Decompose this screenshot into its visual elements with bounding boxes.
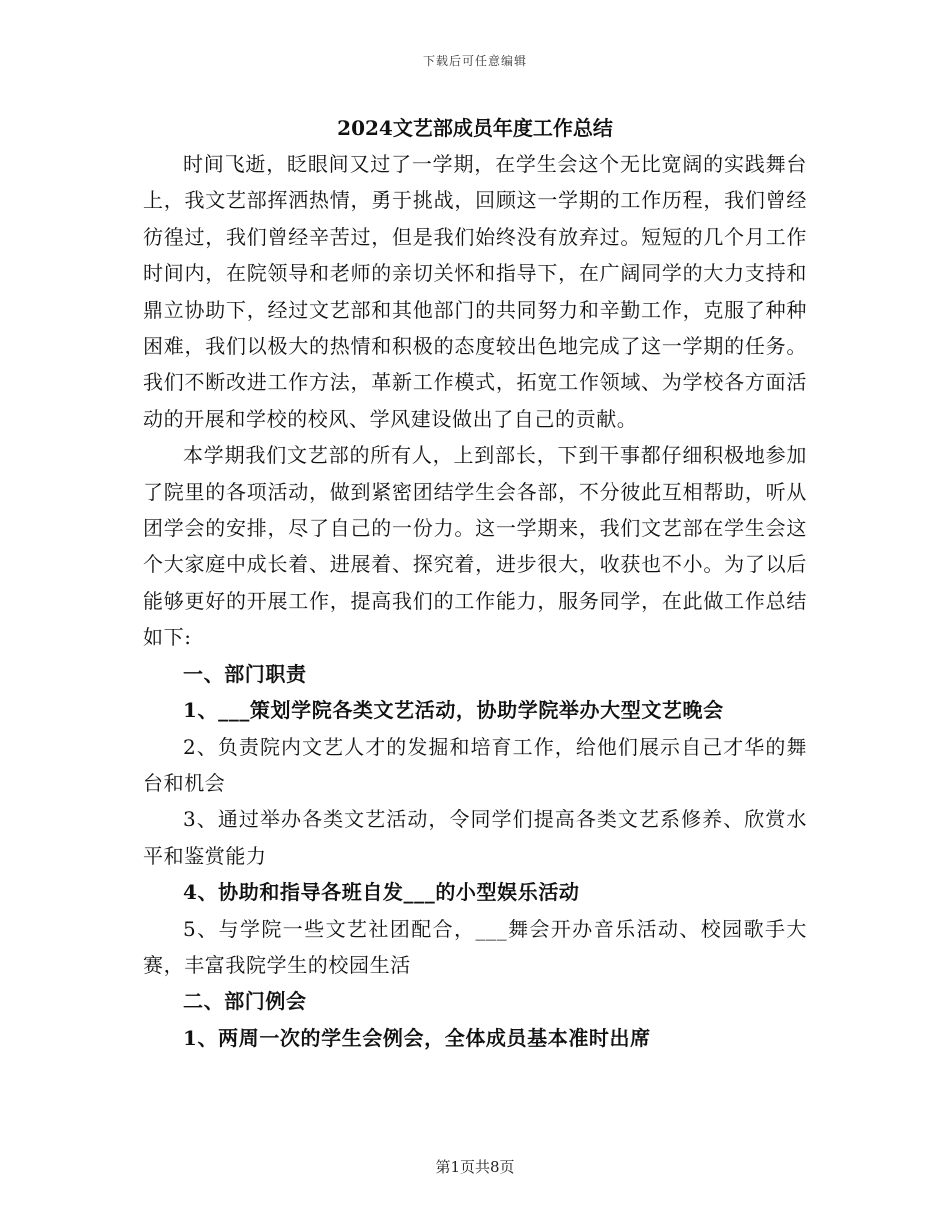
section-heading-duties: 一、部门职责 [183, 661, 307, 686]
paragraph-summary: 本学期我们文艺部的所有人，上到部长，下到干事都仔细积极地参加了院里的各项活动，做到紧密团结学生会各部，不分彼此互相帮助，听从团学会的安排，尽了自己的一份力。这一学期来，我们文艺部在学生会这个大家庭中成长着、进展着、探究着，进步很大，收获也不小。为了以后能够更好的开展工作，提高我们的工作能力，服务同学，在此做工作总结如下: [143, 443, 807, 650]
duty-item-5: 5、与学院一些文艺社团配合，___舞会开办音乐活动、校园歌手大赛，丰富我院学生的校园生活 [143, 916, 807, 977]
page-number: 第1页共8页 [435, 1158, 515, 1176]
duty-item-1: 1、___策划学院各类文艺活动，协助学院举办大型文艺晚会 [183, 698, 724, 723]
duty-item-4: 4、协助和指导各班自发___的小型娱乐活动 [183, 880, 580, 905]
document-body [143, 110, 807, 1056]
meeting-item-1: 1、两周一次的学生会例会，全体成员基本准时出席 [183, 1025, 651, 1050]
duty-item-2: 2、负责院内文艺人才的发掘和培育工作，给他们展示自己才华的舞台和机会 [143, 734, 807, 795]
page-header-note: 下载后可任意编辑 [422, 54, 527, 68]
section-heading-meetings: 二、部门例会 [183, 989, 307, 1014]
document-title: 2024文艺部成员年度工作总结 [337, 116, 613, 140]
paragraph-intro: 时间飞逝，眨眼间又过了一学期，在学生会这个无比宽阔的实践舞台上，我文艺部挥洒热情，勇于挑战，回顾这一学期的工作历程，我们曾经彷徨过，我们曾经辛苦过，但是我们始终没有放弃过。短短的几个月工作时间内，在院领导和老师的亲切关怀和指导下，在广阔同学的大力支持和鼎立协助下，经过文艺部和其他部门的共同努力和辛勤工作，克服了种种困难，我们以极大的热情和积极的态度较出色地完成了这一学期的任务。我们不断改进工作方法，革新工作模式，拓宽工作领域、为学校各方面活动的开展和学校的校风、学风建设做出了自己的贡献。 [143, 152, 807, 431]
duty-item-3: 3、通过举办各类文艺活动，令同学们提高各类文艺系修养、欣赏水平和鉴赏能力 [143, 807, 807, 868]
